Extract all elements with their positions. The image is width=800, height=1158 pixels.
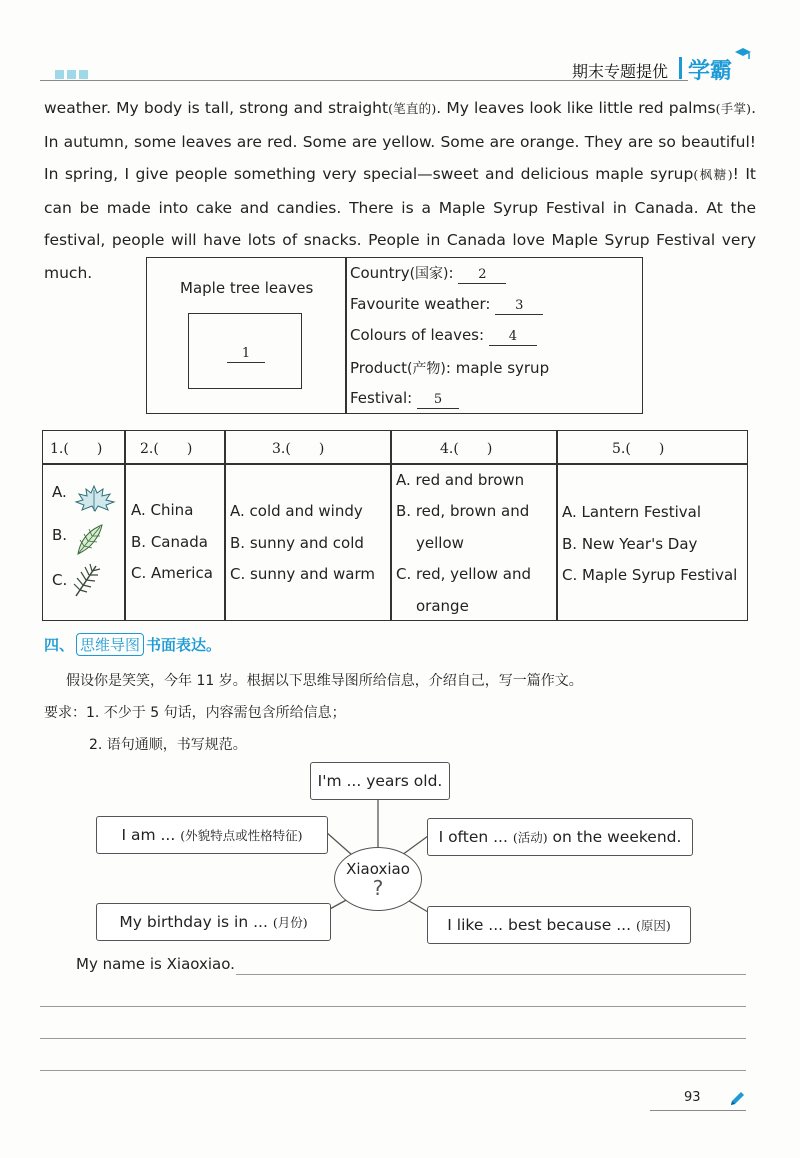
- footer-rule: [650, 1110, 746, 1111]
- q2-option-a[interactable]: A. China: [131, 501, 194, 519]
- node-i-am-gloss: (外貌特点或性格特征): [180, 828, 303, 843]
- writing-line[interactable]: [236, 974, 746, 975]
- product-label: Product: [350, 359, 407, 377]
- passage-text: . My leaves look like little red palms: [436, 99, 716, 117]
- q4-option-b[interactable]: B. red, brown and: [396, 502, 530, 520]
- header-section-title: 期末专题提优: [572, 62, 669, 81]
- passage-gloss: (手掌): [715, 101, 752, 116]
- node-birthday: [96, 903, 331, 941]
- q5-option-a[interactable]: A. Lantern Festival: [562, 503, 702, 521]
- node-like-text: I like ... best because ...: [447, 916, 631, 934]
- node-often-text: I often ...: [438, 828, 508, 846]
- q5-option-b[interactable]: B. New Year's Day: [562, 535, 698, 553]
- node-often-gloss: (活动): [512, 830, 548, 845]
- writing-line[interactable]: [40, 1006, 746, 1007]
- country-label: Country: [350, 264, 410, 282]
- requirement-2: 2. 语句通顺，书写规范。: [89, 737, 247, 753]
- colours-label: Colours of leaves:: [350, 326, 485, 344]
- section-title: 书面表达。: [146, 636, 222, 654]
- q3-option-b[interactable]: B. sunny and cold: [230, 534, 364, 552]
- q4-option-c[interactable]: C. red, yellow and: [396, 565, 532, 583]
- section-number: 四、: [44, 636, 75, 654]
- writing-line[interactable]: [40, 1070, 746, 1071]
- passage-text: . In autumn, some leaves are red. Some are yellow. Some are orange. They are so beautiful! In spring, I give people something very special—sweet and delicious maple syrup: [44, 99, 756, 183]
- writing-start: My name is Xiaoxiao.: [76, 955, 235, 973]
- node-i-often: [427, 818, 693, 856]
- q4-option-b-cont: yellow: [416, 534, 464, 552]
- maple-leaves-label: Maple tree leaves: [180, 279, 314, 297]
- q1-option-b: B.: [52, 526, 68, 544]
- writing-line[interactable]: [40, 1038, 746, 1039]
- q3-option-a[interactable]: A. cold and windy: [230, 502, 363, 520]
- product-gloss: (产物): [406, 361, 446, 377]
- center-node: [334, 847, 422, 911]
- writing-prompt: 假设你是笑笑，今年 11 岁。根据以下思维导图所给信息，介绍自己，写一篇作文。: [66, 673, 583, 689]
- q4-option-a[interactable]: A. red and brown: [396, 471, 525, 489]
- node-often-tail: on the weekend.: [547, 828, 682, 846]
- question-3-header[interactable]: 3.( ): [272, 441, 325, 457]
- page-number: 93: [684, 1090, 701, 1105]
- blank-3[interactable]: 3: [495, 298, 543, 315]
- country-gloss: (国家): [409, 266, 449, 282]
- q2-option-b[interactable]: B. Canada: [131, 533, 208, 551]
- brand-logo: 学霸: [688, 59, 733, 84]
- product-value: : maple syrup: [445, 359, 550, 377]
- question-5-header[interactable]: 5.( ): [612, 441, 665, 457]
- node-birthday-text: My birthday is in ...: [119, 913, 268, 931]
- passage-text: weather. My body is tall, strong and straight: [44, 99, 389, 117]
- q4-option-c-cont: orange: [416, 597, 469, 615]
- question-icon: ?: [372, 876, 384, 900]
- requirement-1: 要求：1. 不少于 5 句话，内容需包含所给信息；: [44, 705, 346, 721]
- question-4-header[interactable]: 4.( ): [440, 441, 493, 457]
- question-2-header[interactable]: 2.( ): [140, 441, 193, 457]
- festival-label: Festival:: [350, 389, 413, 407]
- node-i-am: [96, 816, 328, 854]
- pencil-icon: [728, 1090, 746, 1108]
- mindmap-tag: 思维导图: [76, 633, 144, 656]
- node-age: I'm ... years old.: [310, 762, 450, 800]
- question-1-header[interactable]: 1.( ): [50, 441, 103, 457]
- q2-option-c[interactable]: C. America: [131, 564, 213, 582]
- blank-1[interactable]: 1: [227, 346, 265, 363]
- node-like-gloss: (原因): [635, 918, 671, 933]
- passage-text: ! It can be made into cake and candies. There is a Maple Syrup Festival in Canada. At the festival, people will have lots of snacks. People in Canada love Maple Syrup Festival very much.: [44, 165, 756, 282]
- country-field: Country(国家): 2: [350, 263, 506, 284]
- q1-option-c: C.: [52, 571, 68, 589]
- q3-option-c[interactable]: C. sunny and warm: [230, 565, 375, 583]
- passage-gloss: (笔直的): [388, 101, 437, 116]
- weather-label: Favourite weather:: [350, 295, 491, 313]
- passage-gloss: (枫糖): [693, 167, 733, 182]
- node-birthday-gloss: (月份): [272, 915, 308, 930]
- node-like: [427, 906, 691, 944]
- blank-2[interactable]: 2: [458, 267, 506, 284]
- q5-option-c[interactable]: C. Maple Syrup Festival: [562, 566, 738, 584]
- blank-5[interactable]: 5: [417, 392, 459, 409]
- node-i-am-text: I am ...: [121, 826, 176, 844]
- center-node-label: Xiaoxiao: [346, 860, 410, 878]
- blank-4[interactable]: 4: [489, 329, 537, 346]
- q1-option-a: A.: [52, 483, 67, 501]
